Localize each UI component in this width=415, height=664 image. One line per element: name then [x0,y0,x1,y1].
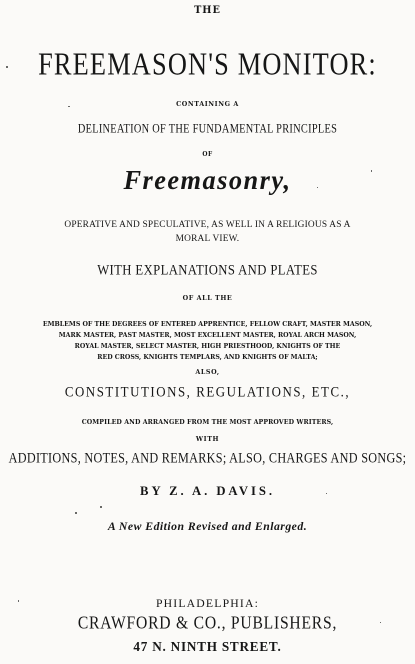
author-line: BY Z. A. DAVIS. [140,483,275,498]
scan-speck [317,187,318,188]
publisher-line: CRAWFORD & CO., PUBLISHERS, [77,614,338,633]
scan-speck [380,622,381,623]
operative-line-2: MORAL VIEW. [175,233,240,244]
city-line: PHILADELPHIA: [155,596,260,610]
scan-speck [326,493,327,494]
freemasonry-blackletter: Freemasonry, [123,165,292,195]
emblems-line-3: ROYAL MASTER, SELECT MASTER, HIGH PRIESTHOOD, KNIGHTS OF THE [74,342,341,350]
compiled-line: COMPILED AND ARRANGED FROM THE MOST APPROVED WRITERS, [81,418,334,426]
emblems-line-2: MARK MASTER, PAST MASTER, MOST EXCELLENT MASTER, ROYAL ARCH MASON, [58,331,357,339]
containing-line: CONTAINING A [176,100,239,108]
emblems-line-1: EMBLEMS OF THE DEGREES OF ENTERED APPRENTICE, FELLOW CRAFT, MASTER MASON, [42,320,373,328]
operative-line-1: OPERATIVE AND SPECULATIVE, AS WELL IN A RELIGIOUS AS A [64,219,351,230]
explanations-line: WITH EXPLANATIONS AND PLATES [97,260,318,279]
address-line: 47 N. NINTH STREET. [133,639,282,654]
scan-speck [100,506,102,508]
title-the: THE [194,5,221,16]
scan-speck [18,600,19,602]
edition-line: A New Edition Revised and Enlarged. [107,519,308,533]
of-line: OF [202,151,213,158]
scan-speck [68,106,70,107]
with-line: WITH [195,435,220,443]
main-title: FREEMASON'S MONITOR: [38,46,377,82]
delineation-line: DELINEATION OF THE FUNDAMENTAL PRINCIPLES [77,123,338,136]
constitutions-line: CONSTITUTIONS, REGULATIONS, ETC., [64,382,351,401]
of-all-the-line: OF ALL THE [182,294,233,302]
also-line: ALSO, [195,368,220,376]
scan-speck [6,66,8,68]
scan-speck [371,170,372,172]
additions-line: ADDITIONS, NOTES, AND REMARKS; ALSO, CHARGES AND SONGS; [8,449,407,467]
scan-speck [75,512,77,514]
emblems-line-4: RED CROSS, KNIGHTS TEMPLARS, AND KNIGHTS OF MALTA; [97,353,318,361]
